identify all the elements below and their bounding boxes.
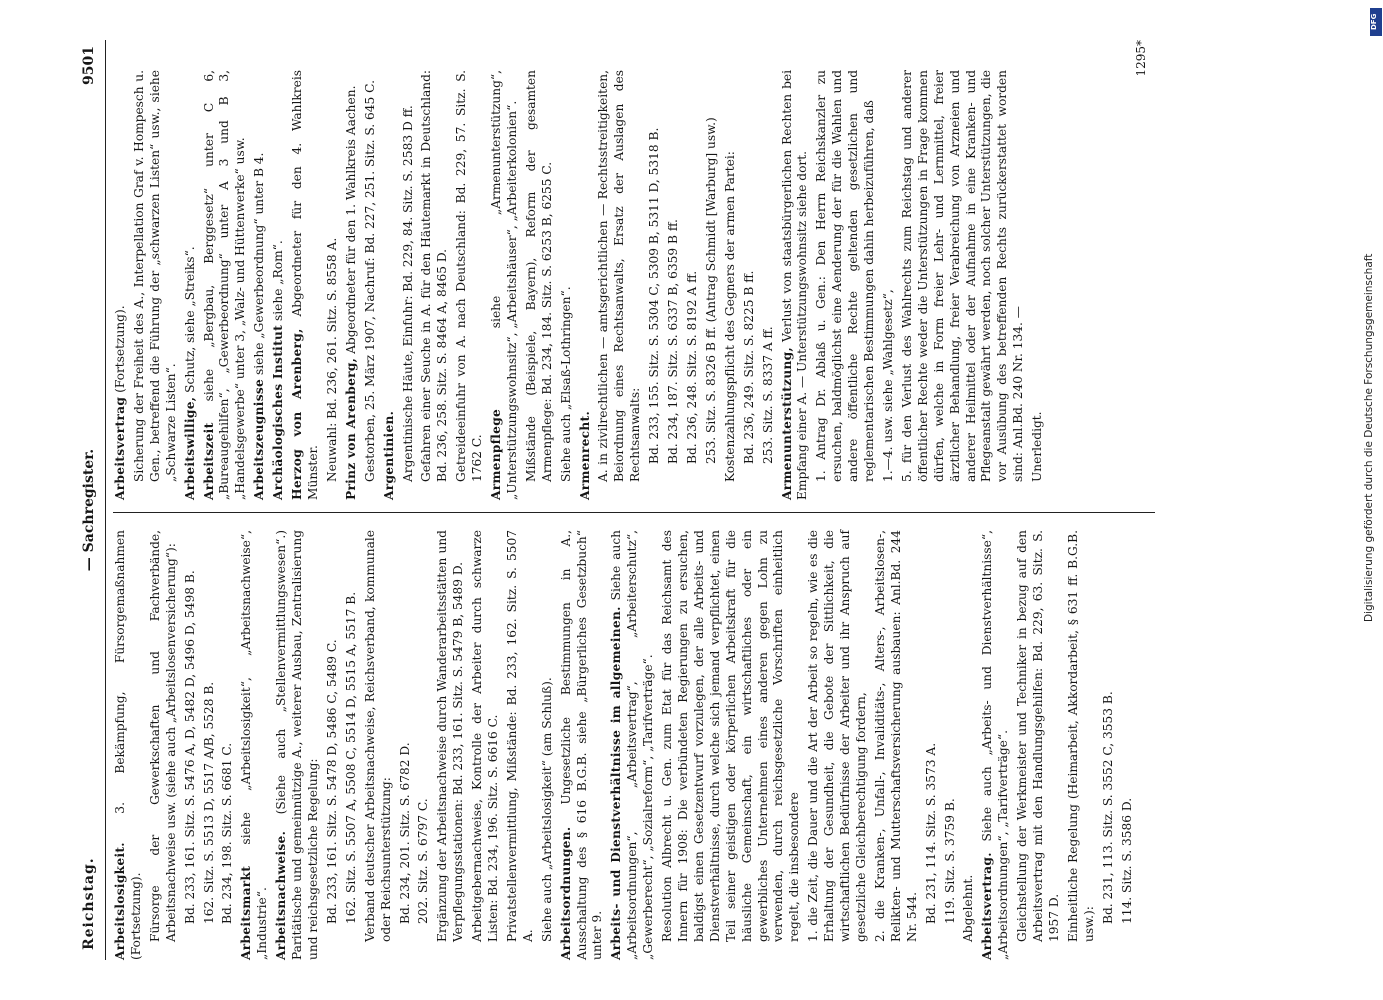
entry-text: Verband deutscher Arbeitsnachweise, Reichsverband, kommunale oder Reichsunterstützung: [362, 530, 393, 942]
entry-text: Abgeordneter für den 1. Wahlkreis Aachen. [343, 85, 358, 354]
index-entry [113, 530, 145, 960]
header-rule [105, 40, 106, 960]
document-page [35, 40, 1360, 1000]
index-entry [183, 530, 199, 960]
entry-text: Getreideeinfuhr von A. nach Deutschland: Bd. 229, 57. Sitz. S. 1762 C. [454, 70, 485, 482]
dfg-logo-icon: DFG [1370, 8, 1382, 36]
entry-text: Ergänzung der Arbeitsnachweise durch Wanderarbeitsstätten und Verpflegungsstationen: Bd. 233, 161. Sitz. S. 5479 B, 5489 D. [435, 530, 466, 942]
index-entry [943, 530, 959, 960]
entry-text: 5. für den Verlust des Wahlrechts zum Reichstag und anderer öffentlicher Rechte weder die Unterstützungen in Frage kommen dürfen, welche in Form freier Lehr- und Lernmittel, freier ärztlicher Behandlung, freier Verabreichung von Arzneien und anderer Heilmittel oder der Aufnahme in eine Kranken- und Pflegeanstalt gewährt werden, noch solcher Unterstützungen, die vor Ausübung des betreffenden Rechts zurückerstattet worden sind: Anl.Bd. 240 Nr. 134. — [899, 70, 1026, 482]
index-entry [1120, 530, 1136, 960]
entry-text: Abgelehnt. [961, 874, 976, 942]
entry-headword: Arbeitswillige, [182, 396, 197, 500]
index-entry [1015, 530, 1063, 960]
index-entry [220, 530, 236, 960]
index-entry [454, 70, 486, 500]
entry-text: Siehe auch „Arbeitslosigkeit“ (am Schluß). [539, 677, 554, 942]
index-entry [873, 530, 921, 960]
index-entry [239, 530, 271, 960]
index-entry [666, 70, 682, 500]
entry-headword: Arbeitsordnungen. [558, 826, 573, 960]
entry-text: Einheitliche Regelung (Heimarbeit, Akkordarbeit, § 631 ff. B.G.B. usw.): [1065, 530, 1096, 942]
index-entry [578, 70, 594, 500]
index-entry [401, 70, 417, 500]
index-entry [382, 70, 398, 500]
entry-text: Fürsorge der Gewerkschaften und Fachverbände, Arbeitsnachweise usw. (siehe auch „Arbeitslosenversicherung“): [147, 530, 178, 942]
entry-text: Gestorben, 25. März 1907, Nachruf: Bd. 227, 251. Sitz. S. 645 C. [362, 80, 377, 482]
entry-headword: Arbeitslosigkeit. [113, 842, 127, 960]
index-entry [980, 530, 1012, 960]
index-entry [961, 530, 977, 960]
index-entry [609, 530, 657, 960]
index-entry [559, 530, 607, 960]
entry-text: siehe „Gewerbeordnung“ unter B 4. [252, 152, 267, 376]
entry-text: Bd. 236, 248. Sitz. S. 8192 A ff. [685, 270, 699, 464]
entry-text: Bd. 233, 161. Sitz. S. 5476 A, D, 5482 D, 5496 D, 5498 B. [182, 570, 197, 924]
entry-text: 119. Sitz. S. 3759 B. [942, 798, 957, 924]
index-entry [559, 70, 575, 500]
entry-headword: Arbeitsmarkt [239, 865, 254, 960]
index-entry [183, 70, 199, 500]
index-entry [202, 70, 250, 500]
running-head-left: Reichstag. [81, 857, 97, 950]
entry-headword: Armenunterstützung, [779, 346, 794, 500]
index-entry [435, 530, 467, 960]
index-entry [723, 70, 739, 500]
entry-text: siehe „Bergbau, Berggesetz“ unter C 6, „Bureaugehilfen“, „Gewerbeordnung“ unter A 3 und B 3, „Handelsgewerbe“ unter 3, „Walz- und Hüttenwerke“ usw. [201, 70, 248, 500]
entry-text: Bd. 234, 198. Sitz. S. 6681 C. [220, 742, 235, 924]
entry-text: 1. Antrag Dr. Ablaß u. Gen.: Den Herrn Reichskanzler zu ersuchen, baldmöglichst eine Aenderung der für die Wahlen und andere öffentliche Rechte geltenden gesetzlichen und reglementarischen Bestimmungen dahin herbeizuführen, daß [814, 70, 877, 482]
entry-text: Bd. 233, 161. Sitz. S. 5478 D, 5486 C, 5489 C. [324, 639, 339, 924]
entry-text: 2. die Kranken-, Unfall-, Invaliditäts-, Alters-, Arbeitslosen-, Relikten- und Mutterschaftsversicherung ausbauen: Anl.Bd. 244 Nr. 544. [872, 530, 919, 942]
index-entry [505, 530, 537, 960]
index-entry [685, 70, 701, 500]
entry-text: Ungesetzliche Bestimmungen in A., Ausschaltung des § 616 B.G.B. siehe „Bürgerliches Gesetzbuch“ unter 9. [558, 529, 605, 960]
entry-text: 162. Sitz. S. 5507 A, 5508 C, 5514 D, 5515 A, 5517 B. [343, 591, 358, 924]
entry-headword: Arbeits- und Dienstverhältnisse im allgemeinen. [609, 606, 624, 960]
entry-text: Bd. 236, 249. Sitz. S. 8225 B ff. [741, 270, 756, 464]
entry-headword: Arbeitsvertrag. [980, 852, 995, 960]
index-entry [470, 530, 502, 960]
page-footer-number: 1295* [1134, 40, 1148, 77]
page-number-header: 9501 [81, 46, 97, 85]
entry-text: siehe „Arbeitslosigkeit“, „Arbeitsnachweise“, „Industrie“. [239, 530, 270, 960]
entry-text: Siehe auch „Arbeits- und Dienstverhältnisse“, „Arbeitsordnungen“, „Tarifverträge“. [980, 530, 1011, 960]
index-entry [113, 70, 129, 500]
entry-text: Bd. 231, 114. Sitz. S. 3573 A. [923, 742, 938, 924]
entry-headword: Herzog von Arenberg, [290, 328, 305, 500]
entry-text: Argentinische Häute, Einfuhr: Bd. 229, 84. Sitz. S. 2583 D ff. [400, 105, 415, 482]
entry-text: siehe „Rom“. [271, 240, 286, 322]
index-entry [1030, 70, 1046, 500]
entry-headword: Prinz von Arenberg, [343, 357, 358, 500]
entry-text: Bd. 233, 155. Sitz. S. 5304 C, 5309 B, 5311 D, 5318 B. [647, 127, 662, 464]
index-entry [540, 530, 556, 960]
entry-headword: Arbeitszeugnisse [252, 378, 267, 500]
entry-text: 162. Sitz. S. 5513 D, 5517 A/B, 5528 B. [201, 681, 216, 924]
entry-text: 253. Sitz. S. 8337 A ff. [760, 326, 775, 464]
entry-headword: Arbeitsnachweise. [274, 830, 289, 960]
index-entry [596, 70, 644, 500]
credit-text: Digitalisierung gefördert durch die Deutsche Forschungsgemeinschaft [1363, 253, 1375, 622]
index-entry [398, 530, 414, 960]
entry-headword: Armenrecht. [577, 410, 592, 500]
index-entry [489, 70, 521, 500]
index-entry [881, 70, 897, 500]
entry-headword: Argentinien. [381, 410, 396, 500]
entry-text: Bd. 231, 113. Sitz. S. 3552 C, 3553 B. [1100, 691, 1115, 924]
index-entry [363, 70, 379, 500]
index-entry [274, 530, 322, 960]
entry-text: Unerledigt. [1030, 411, 1045, 482]
index-entry [704, 70, 720, 500]
index-entry [344, 70, 360, 500]
index-entry [363, 530, 395, 960]
entry-text: Privatstellenvermittlung, Mißstände: Bd. 233, 162. Sitz. S. 5507 A. [504, 530, 535, 942]
index-entry [148, 530, 180, 960]
entry-headword: Armenpflege [489, 408, 504, 500]
index-entry [202, 530, 218, 960]
index-entry [900, 70, 1027, 500]
entry-text: Mißstände (Beispiele, Bayern), Reform der gesamten Armenpflege: Bd. 234, 184. Sitz. S. 6253 B, 6255 C. [523, 70, 554, 482]
index-entry [419, 70, 451, 500]
index-entry [290, 70, 322, 500]
entry-headword: Arbeitszeit [201, 422, 216, 500]
index-entry [924, 530, 940, 960]
right-column [113, 70, 1049, 500]
index-entry [814, 70, 878, 500]
entry-text: Schutz, siehe „Streiks“. [182, 246, 197, 393]
column-divider [113, 512, 1155, 513]
entry-text: 114. Sitz. S. 3586 D. [1119, 797, 1134, 924]
entry-text: 1.—4. usw. siehe „Wahlgesetz“, [880, 289, 895, 482]
entry-headword: Arbeitsvertrag [113, 396, 127, 500]
index-entry [344, 530, 360, 960]
entry-text: Siehe auch „Elsaß-Lothringen“. [558, 286, 573, 482]
entry-text: Resolution Albrecht u. Gen. zum Etat für das Reichsamt des Innern für 1908: Die verbündeten Regierungen zu ersuchen, baldigst einen Gesetzentwurf vorzulegen, der alle Arbeits- und Dienstverhältnisse, durch welche sich jemand verpflichtet, einen Teil seiner geistigen oder körperlichen Arbeitskraft für die häusliche Gemeinschaft, ein wirtschaftliches oder ein gewerbliches Unternehmen eines anderen gegen Lohn zu verwenden, durch reichsgesetzliche Vorschriften einheitlich regelt, die insbesondere [660, 530, 802, 942]
index-entry [1066, 530, 1098, 960]
entry-text: Sicherung der Freiheit des A., Interpellation Graf v. Hompesch u. Gen., betreffend die Führung der „schwarzen Listen“ usw., siehe „Schwarze Listen“. [131, 70, 178, 482]
index-entry [660, 530, 803, 960]
index-entry [325, 70, 341, 500]
running-head-center: — Sachregister. [81, 448, 97, 572]
left-column [113, 530, 1138, 960]
entry-text: 202. Sitz. S. 6797 C. [416, 798, 431, 924]
entry-text: Verlust von staatsbürgerlichen Rechten bei Empfang einer A. — Unterstützungswohnsitz siehe dort. [779, 70, 810, 500]
index-entry [271, 70, 287, 500]
digitization-credit [1358, 12, 1380, 622]
index-entry [1101, 530, 1117, 960]
entry-text: (Fortsetzung). [113, 305, 127, 393]
entry-text: Bd. 234, 201. Sitz. S. 6782 D. [397, 742, 412, 924]
entry-text: (Siehe auch „Stellenvermittlungswesen“.) Paritätische und gemeinnützige A., weiterer Ausbau, Zentralisierung und reichsgesetzliche Regelung: [274, 530, 320, 960]
index-entry [647, 70, 663, 500]
entry-text: 253. Sitz. S. 8326 B ff. (Antrag Schmidt [Warburg] usw.) [703, 117, 718, 464]
entry-text: Gleichstellung der Werkmeister und Techniker in bezug auf den Arbeitsvertrag mit den Handlungsgehilfen: Bd. 229, 63. Sitz. S. 1957 D. [1015, 530, 1061, 942]
entry-text: 3. Bekämpfung, Fürsorgemaßnahmen (Fortsetzung). [113, 530, 143, 960]
entry-text: Siehe auch „Arbeitsordnungen“, „Arbeitsvertrag“, „Arbeiterschutz“, „Gewerberecht“, „Sozialreform“, „Tarifverträge“. [609, 529, 656, 960]
entry-text: A. in zivilrechtlichen — amtsgerichtlichen — Rechtsstreitigkeiten, Beiordnung eines Rechtsanwalts, Ersatz der Auslagen des Rechtsanwalts: [596, 70, 643, 482]
entry-text: Abgeordneter für den 4. Wahlkreis Münster. [290, 70, 320, 500]
entry-text: Arbeitgebernachweise, Kontrolle der Arbeiter durch schwarze Listen: Bd. 234, 196. Sitz. S. 6616 C. [470, 530, 501, 942]
index-entry [416, 530, 432, 960]
index-entry [780, 70, 812, 500]
rotated-page [35, 40, 1360, 1000]
index-entry [742, 70, 758, 500]
entry-text: 1. die Zeit, die Dauer und die Art der Arbeit so regeln, wie es die Erhaltung der Gesundheit, die Gebote der Sittlichkeit, die wirtschaftlichen Bedürfnisse der Arbeiter und ihr Anspruch auf gesetzliche Gleichberechtigung fordern, [806, 530, 868, 942]
entry-text: Gefahren einer Seuche in A. für den Häutemarkt in Deutschland: Bd. 236, 258. Sitz. S. 8464 A, 8465 D. [419, 70, 450, 482]
index-entry [761, 70, 777, 500]
index-entry [132, 70, 180, 500]
entry-headword: Archäologisches Institut [271, 324, 286, 500]
index-entry [806, 530, 870, 960]
index-entry [325, 530, 341, 960]
entry-text: siehe „Armenunterstützung“, „Unterstützungswohnsitz“, „Arbeitshäuser“, „Arbeiterkolonien“. [489, 69, 519, 500]
index-entry [252, 70, 268, 500]
entry-text: Bd. 234, 187. Sitz. S. 6337 B, 6359 B ff. [666, 219, 681, 464]
entry-text: Kostenzahlungspflicht des Gegners der armen Partei: [722, 151, 737, 482]
entry-text: Neuwahl: Bd. 236, 261. Sitz. S. 8558 A. [324, 237, 339, 482]
index-entry [524, 70, 556, 500]
